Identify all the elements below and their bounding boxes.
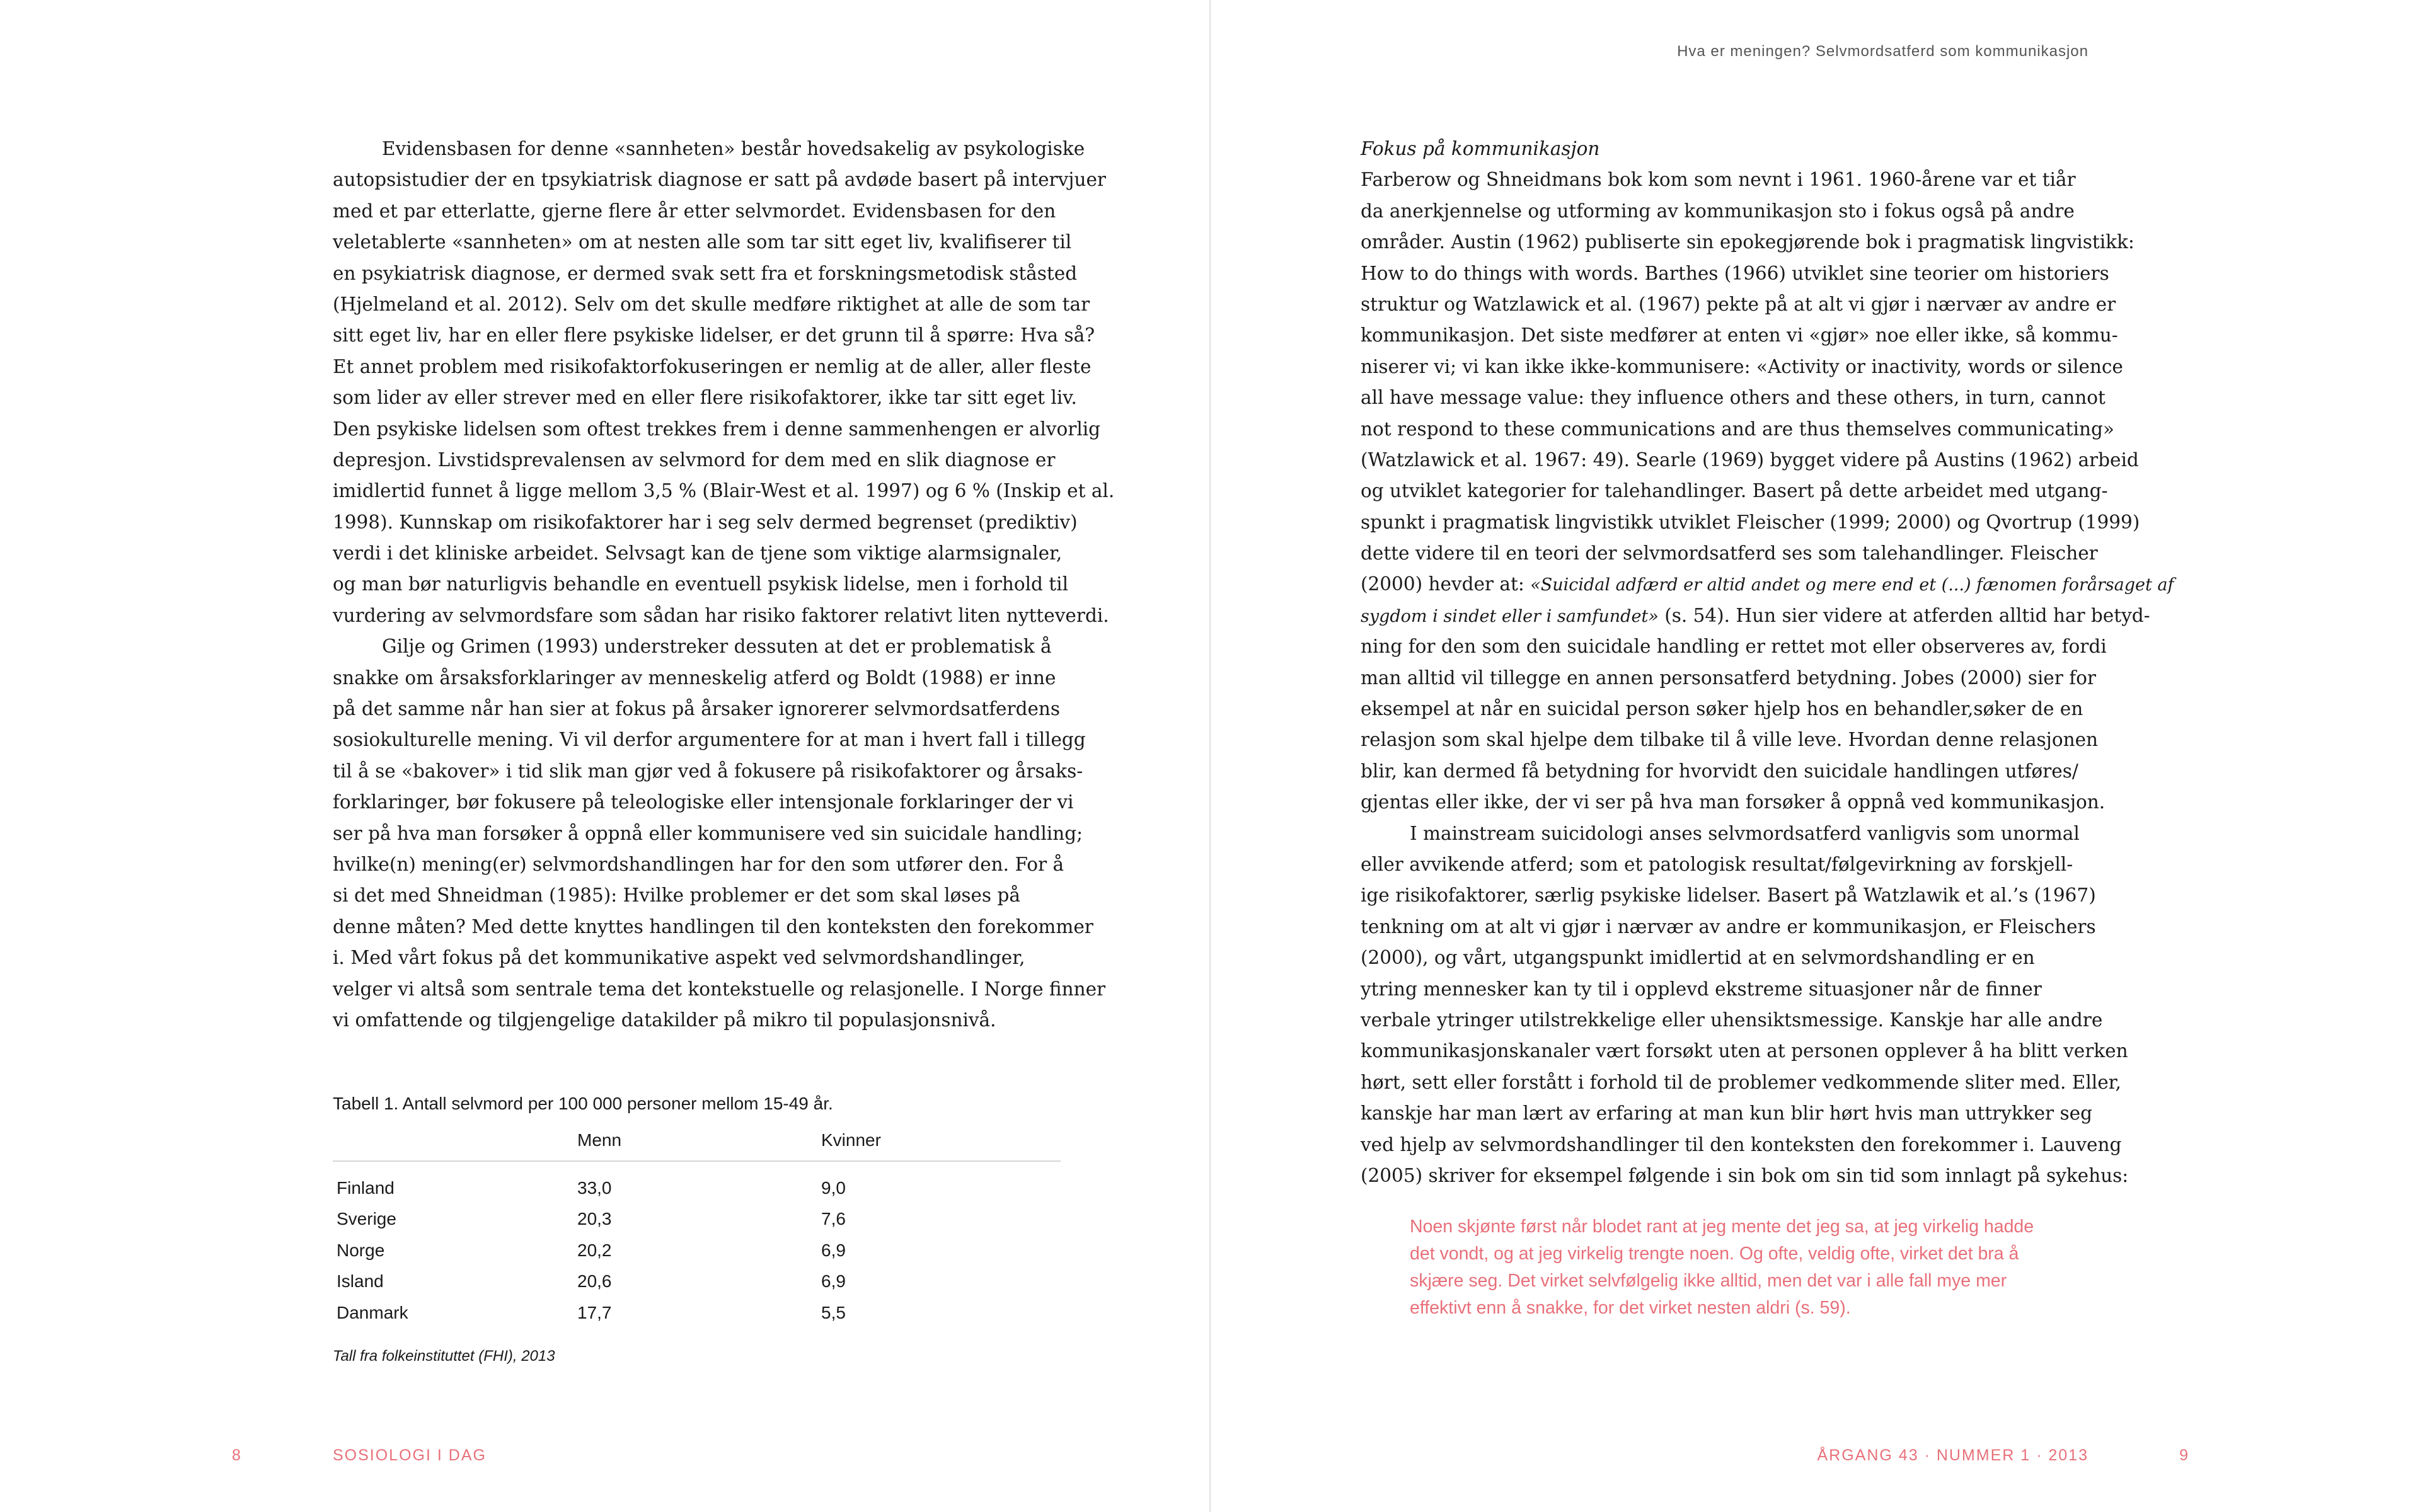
table-cell-country: Island <box>337 1271 384 1292</box>
inline-quote: «Suicidal adfærd er altid andet og mere end et (...) fænomen forårsaget af <box>1530 575 2174 595</box>
left-page <box>0 0 1209 1512</box>
table-cell-women: 6,9 <box>821 1271 846 1292</box>
table-cell-country: Sverige <box>337 1209 396 1229</box>
paragraph-line: Farberow og Shneidmans bok kom som nevnt i 1961. 1960-årene var et tiår <box>1361 169 2076 191</box>
paragraph-line: (Watzlawick et al. 1967: 49). Searle (1969) bygget videre på Austins (1962) arbeid <box>1361 449 2139 471</box>
table-cell-women: 5,5 <box>821 1302 846 1322</box>
paragraph-line: Evidensbasen for denne «sannheten» består hovedsakelig av psykologiske <box>382 138 1085 159</box>
paragraph-line: (2000), og vårt, utgangspunkt imidlertid at en selvmordshandling er en <box>1361 947 2035 969</box>
paragraph-line: hørt, sett eller forstått i forhold til de problemer vedkommende sliter med. Eller, <box>1361 1071 2121 1093</box>
paragraph-line: forklaringer, bør fokusere på teleologiske eller intensjonale forklaringer der vi <box>333 791 1074 813</box>
page-number-right: 9 <box>2179 1446 2189 1464</box>
table-row <box>333 1204 1061 1235</box>
paragraph-line: eller avvikende atferd; som et patologisk resultat/følgevirkning av forskjell- <box>1361 853 2073 875</box>
table-cell-country: Norge <box>337 1240 385 1260</box>
table-row <box>333 1161 1061 1204</box>
paragraph-line: og utviklet kategorier for talehandlinger. Basert på dette arbeidet med utgang- <box>1361 480 2108 502</box>
paragraph-line: all have message value: they influence others and these others, in turn, cannot <box>1361 387 2106 409</box>
table-cell-country: Danmark <box>337 1302 408 1322</box>
paragraph-line: (2005) skriver for eksempel følgende i sin bok om sin tid som innlagt på sykehus: <box>1361 1164 2129 1186</box>
table-row <box>333 1297 1061 1329</box>
paragraph-line: niserer vi; vi kan ikke ikke-kommunisere: «Activity or inactivity, words or silence <box>1361 355 2123 377</box>
paragraph-line: ytring mennesker kan ty til i opplevd ekstreme situasjoner når de finner <box>1361 978 2042 1000</box>
paragraph-line: og man bør naturligvis behandle en eventuell psykisk lidelse, men i forhold til <box>333 573 1069 595</box>
table-cell-women: 9,0 <box>821 1177 846 1198</box>
table-cell-women: 6,9 <box>821 1240 846 1260</box>
inline-quote: sygdom i sindet eller i samfundet» <box>1361 606 1659 626</box>
paragraph-line: How to do things with words. Barthes (1966) utviklet sine teorier om historiers <box>1361 262 2109 284</box>
paragraph-line: til å se «bakover» i tid slik man gjør ved å fokusere på risikofaktorer og årsaks- <box>333 760 1083 782</box>
paragraph-line: 1998). Kunnskap om risikofaktorer har i seg selv dermed begrenset (prediktiv) <box>333 511 1078 533</box>
issue-info: ÅRGANG 43 · NUMMER 1 · 2013 <box>1817 1446 2089 1464</box>
table-cell-men: 33,0 <box>577 1177 612 1198</box>
table-caption-label: Tabell 1. <box>333 1094 399 1113</box>
paragraph-line: imidlertid funnet å ligge mellom 3,5 % (Blair-West et al. 1997) og 6 % (Inskip et al. <box>333 480 1115 502</box>
paragraph-line: I mainstream suicidologi anses selvmordsatferd vanligvis som unormal <box>1410 822 2080 844</box>
paragraph-line: tenkning om at alt vi gjør i nærvær av andre er kommunikasjon, er Fleischers <box>1361 915 2096 937</box>
paragraph-line: snakke om årsaksforklaringer av menneskelig atferd og Boldt (1988) er inne <box>333 667 1056 689</box>
paragraph-line: da anerkjennelse og utforming av kommunikasjon sto i fokus også på andre <box>1361 200 2075 222</box>
right-body-text <box>1361 134 2174 1191</box>
paragraph-line: si det med Shneidman (1985): Hvilke problemer er det som skal løses på <box>333 885 1020 907</box>
table-cell-country: Finland <box>337 1177 395 1198</box>
paragraph-line: spunkt i pragmatisk lingvistikk utviklet Fleischer (1999; 2000) og Qvortrup (1999) <box>1361 511 2140 533</box>
suicide-rate-table-block <box>333 1087 1061 1365</box>
paragraph-line <box>1361 569 2174 600</box>
paragraph-line: blir, kan dermed få betydning for hvorvidt den suicidale handlingen utføres/ <box>1361 760 2078 782</box>
table-caption-text: Antall selvmord per 100 000 personer mellom 15-49 år. <box>398 1094 833 1113</box>
paragraph-line: not respond to these communications and are thus themselves communicating» <box>1361 418 2114 440</box>
right-page <box>1211 0 2420 1512</box>
paragraph-line <box>1361 600 2150 631</box>
paragraph-line: vi omfattende og tilgjengelige datakilder på mikro til populasjonsnivå. <box>333 1009 996 1031</box>
quote-line: Noen skjønte først når blodet rant at jeg mente det jeg sa, at jeg virkelig hadde <box>1410 1217 2034 1237</box>
quote-line: det vondt, og at jeg virkelig trengte noen. Og ofte, veldig ofte, virket det bra å <box>1410 1244 2019 1264</box>
suicide-rate-table <box>333 1120 1061 1329</box>
journal-name: SOSIOLOGI I DAG <box>333 1446 487 1464</box>
table-row <box>333 1266 1061 1298</box>
text-run: (s. 54). Hun sier videre at atferden alltid har betyd- <box>1658 604 2150 626</box>
table-source: Tall fra folkeinstituttet (FHI), 2013 <box>333 1347 555 1365</box>
paragraph-line: hvilke(n) mening(er) selvmordshandlingen har for den som utfører den. For å <box>333 853 1064 875</box>
table-cell-men: 20,6 <box>577 1271 612 1292</box>
paragraph-line: kommunikasjonskanaler vært forsøkt uten at personen opplever å ha blitt verken <box>1361 1040 2128 1062</box>
text-run: (2000) hevder at: <box>1361 573 1531 595</box>
paragraph-line: man alltid vil tillegge en annen personsatferd betydning. Jobes (2000) sier for <box>1361 667 2097 689</box>
paragraph-line: Gilje og Grimen (1993) understreker dessuten at det er problematisk å <box>382 636 1052 658</box>
paragraph-line: som lider av eller strever med en eller flere risikofaktorer, ikke tar sitt eget liv. <box>333 387 1077 409</box>
running-head: Hva er meningen? Selvmordsatferd som kommunikasjon <box>1677 43 2089 60</box>
paragraph-line: (Hjelmeland et al. 2012). Selv om det skulle medføre riktighet at alle de som tar <box>333 293 1090 315</box>
table-cell-women: 7,6 <box>821 1209 846 1229</box>
paragraph-line: med et par etterlatte, gjerne flere år etter selvmordet. Evidensbasen for den <box>333 200 1056 222</box>
paragraph-line: dette videre til en teori der selvmordsatferd ses som talehandlinger. Fleischer <box>1361 542 2098 564</box>
table-row <box>333 1235 1061 1266</box>
pull-quote <box>1410 1213 2071 1322</box>
paragraph-line: Den psykiske lidelsen som oftest trekkes frem i denne sammenhengen er alvorlig <box>333 418 1101 440</box>
table-header-country <box>333 1120 577 1161</box>
quote-line: effektivt enn å snakke, for det virket nesten aldri (s. 59). <box>1410 1298 1851 1318</box>
paragraph-line: Et annet problem med risikofaktorfokuseringen er nemlig at de aller, aller fleste <box>333 355 1092 377</box>
paragraph-line: eksempel at når en suicidal person søker hjelp hos en behandler,søker de en <box>1361 698 2083 720</box>
table-cell-men: 20,3 <box>577 1209 612 1229</box>
page-number-left: 8 <box>232 1446 242 1464</box>
paragraph-line: vurdering av selvmordsfare som sådan har risiko faktorer relativt liten nytteverdi. <box>333 604 1109 626</box>
paragraph-line: verbale ytringer utilstrekkelige eller uhensiktsmessige. Kanskje har alle andre <box>1361 1009 2103 1031</box>
paragraph-line: depresjon. Livstidsprevalensen av selvmord for dem med en slik diagnose er <box>333 449 1056 471</box>
table-header-women: Kvinner <box>821 1120 1061 1161</box>
paragraph-line: struktur og Watzlawick et al. (1967) pekte på at alt vi gjør i nærvær av andre er <box>1361 293 2116 315</box>
paragraph-line: sosiokulturelle mening. Vi vil derfor argumentere for at man i hvert fall i tillegg <box>333 729 1086 751</box>
paragraph-line: på det samme når han sier at fokus på årsaker ignorerer selvmordsatferdens <box>333 698 1061 720</box>
paragraph-line: gjentas eller ikke, der vi ser på hva man forsøker å oppnå ved kommunikasjon. <box>1361 791 2106 813</box>
paragraph-line: sitt eget liv, har en eller flere psykiske lidelser, er det grunn til å spørre: Hva så? <box>333 324 1095 346</box>
paragraph-line: kanskje har man lært av erfaring at man kun blir hørt hvis man uttrykker seg <box>1361 1102 2092 1125</box>
paragraph-line: ning for den som den suicidale handling er rettet mot eller observeres av, fordi <box>1361 636 2107 658</box>
table-caption <box>333 1087 1061 1120</box>
paragraph-line: kommunikasjon. Det siste medfører at enten vi «gjør» noe eller ikke, så kommu- <box>1361 324 2118 346</box>
paragraph-line: autopsistudier der en tpsykiatrisk diagnose er satt på avdøde basert på intervjuer <box>333 169 1107 191</box>
quote-line: skjære seg. Det virket selvfølgelig ikke alltid, men det var i alle fall mye mer <box>1410 1271 2007 1291</box>
paragraph-line: denne måten? Med dette knyttes handlingen til den konteksten den forekommer <box>333 915 1093 937</box>
left-body-text <box>333 134 1115 1036</box>
paragraph-line: relasjon som skal hjelpe dem tilbake til å ville leve. Hvordan denne relasjonen <box>1361 729 2099 751</box>
table-cell-men: 17,7 <box>577 1302 612 1322</box>
table-header-men: Menn <box>577 1120 821 1161</box>
paragraph-line: i. Med vårt fokus på det kommunikative aspekt ved selvmordshandlinger, <box>333 947 1025 969</box>
paragraph-line: ser på hva man forsøker å oppnå eller kommunisere ved sin suicidale handling; <box>333 822 1083 844</box>
paragraph-line: en psykiatrisk diagnose, er dermed svak sett fra et forskningsmetodisk ståsted <box>333 262 1078 284</box>
table-cell-men: 20,2 <box>577 1240 612 1260</box>
paragraph-line: områder. Austin (1962) publiserte sin epokegjørende bok i pragmatisk lingvistikk: <box>1361 231 2135 253</box>
paragraph-line: velger vi altså som sentrale tema det kontekstuelle og relasjonelle. I Norge finner <box>333 978 1106 1000</box>
paragraph-line: ved hjelp av selvmordshandlinger til den konteksten den forekommer i. Lauveng <box>1361 1133 2122 1155</box>
table-header-row <box>333 1120 1061 1161</box>
paragraph-line: verdi i det kliniske arbeidet. Selvsagt kan de tjene som viktige alarmsignaler, <box>333 542 1063 564</box>
paragraph-line: veletablerte «sannheten» om at nesten alle som tar sitt eget liv, kvalifiserer til <box>333 231 1072 253</box>
section-heading: Fokus på kommunikasjon <box>1361 138 1600 159</box>
paragraph-line: ige risikofaktorer, særlig psykiske lidelser. Basert på Watzlawik et al.’s (1967) <box>1361 885 2096 907</box>
